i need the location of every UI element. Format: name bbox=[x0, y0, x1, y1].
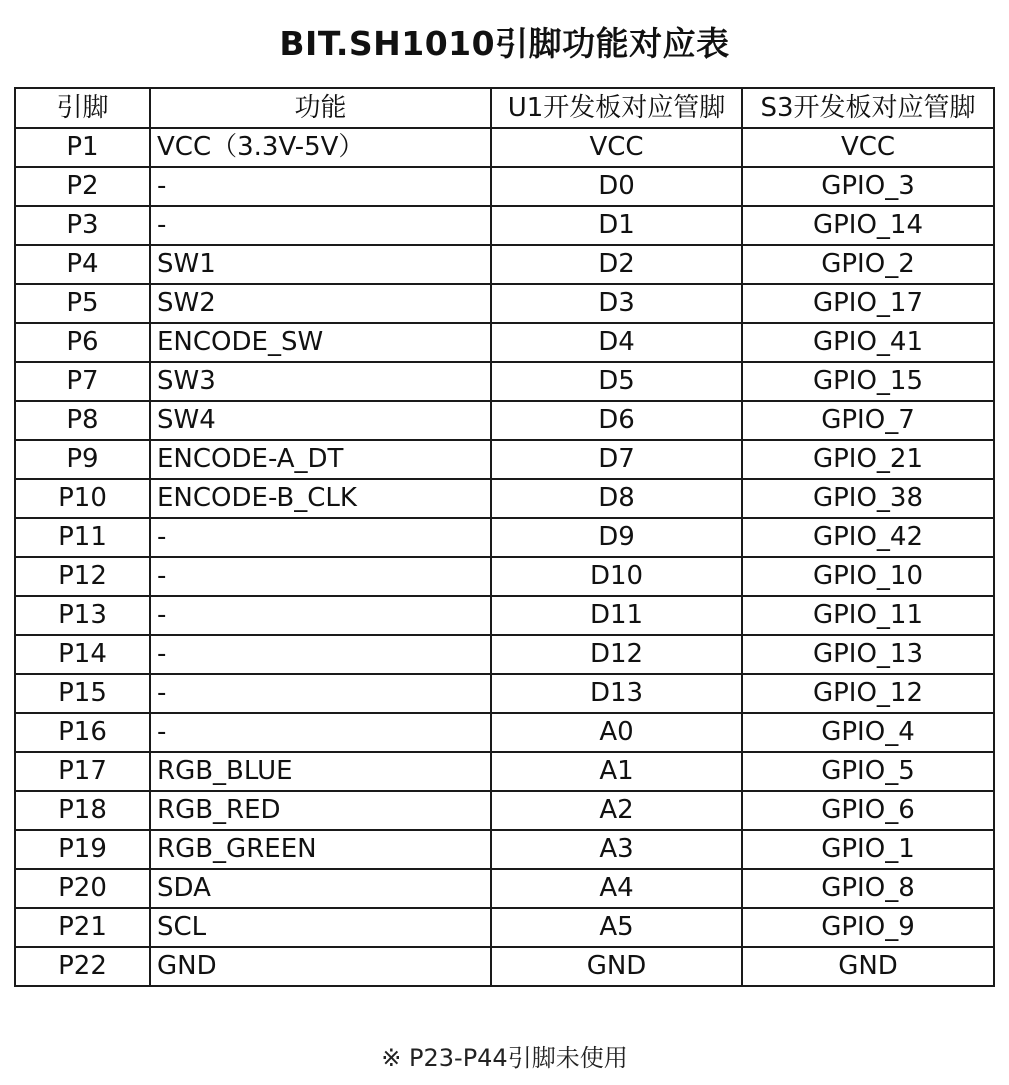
pin-cell: P3 bbox=[15, 206, 150, 245]
function-cell: SW1 bbox=[150, 245, 491, 284]
function-cell: GND bbox=[150, 947, 491, 986]
pin-function-table bbox=[14, 87, 995, 987]
table-row bbox=[15, 128, 994, 167]
table-row bbox=[15, 362, 994, 401]
function-cell: - bbox=[150, 518, 491, 557]
function-cell: RGB_RED bbox=[150, 791, 491, 830]
s3-pin-cell: GPIO_3 bbox=[742, 167, 994, 206]
pin-cell: P12 bbox=[15, 557, 150, 596]
table-row bbox=[15, 674, 994, 713]
function-cell: SW2 bbox=[150, 284, 491, 323]
header-pin: 引脚 bbox=[15, 88, 150, 128]
pin-cell: P1 bbox=[15, 128, 150, 167]
function-cell: SW3 bbox=[150, 362, 491, 401]
table-row bbox=[15, 401, 994, 440]
table-row bbox=[15, 245, 994, 284]
table-row bbox=[15, 167, 994, 206]
u1-pin-cell: D3 bbox=[491, 284, 742, 323]
s3-pin-cell: GPIO_15 bbox=[742, 362, 994, 401]
s3-pin-cell: GPIO_2 bbox=[742, 245, 994, 284]
table-row bbox=[15, 284, 994, 323]
u1-pin-cell: A3 bbox=[491, 830, 742, 869]
function-cell: - bbox=[150, 206, 491, 245]
pin-cell: P4 bbox=[15, 245, 150, 284]
table-row bbox=[15, 947, 994, 986]
pin-cell: P18 bbox=[15, 791, 150, 830]
u1-pin-cell: D10 bbox=[491, 557, 742, 596]
s3-pin-cell: GPIO_1 bbox=[742, 830, 994, 869]
u1-pin-cell: A5 bbox=[491, 908, 742, 947]
table-row bbox=[15, 518, 994, 557]
u1-pin-cell: D6 bbox=[491, 401, 742, 440]
s3-pin-cell: GPIO_13 bbox=[742, 635, 994, 674]
s3-pin-cell: GPIO_21 bbox=[742, 440, 994, 479]
u1-pin-cell: D12 bbox=[491, 635, 742, 674]
s3-pin-cell: GPIO_41 bbox=[742, 323, 994, 362]
function-cell: VCC（3.3V-5V） bbox=[150, 128, 491, 167]
pin-cell: P14 bbox=[15, 635, 150, 674]
u1-pin-cell: VCC bbox=[491, 128, 742, 167]
s3-pin-cell: GPIO_6 bbox=[742, 791, 994, 830]
s3-pin-cell: GPIO_12 bbox=[742, 674, 994, 713]
s3-pin-cell: GPIO_11 bbox=[742, 596, 994, 635]
s3-pin-cell: GPIO_10 bbox=[742, 557, 994, 596]
table-row bbox=[15, 830, 994, 869]
s3-pin-cell: GPIO_38 bbox=[742, 479, 994, 518]
function-cell: RGB_BLUE bbox=[150, 752, 491, 791]
pin-cell: P10 bbox=[15, 479, 150, 518]
u1-pin-cell: D5 bbox=[491, 362, 742, 401]
s3-pin-cell: GPIO_4 bbox=[742, 713, 994, 752]
u1-pin-cell: D1 bbox=[491, 206, 742, 245]
table-body bbox=[15, 128, 994, 986]
table-row bbox=[15, 713, 994, 752]
u1-pin-cell: D2 bbox=[491, 245, 742, 284]
table-row bbox=[15, 440, 994, 479]
pin-cell: P16 bbox=[15, 713, 150, 752]
function-cell: - bbox=[150, 557, 491, 596]
s3-pin-cell: VCC bbox=[742, 128, 994, 167]
function-cell: - bbox=[150, 167, 491, 206]
table-row bbox=[15, 791, 994, 830]
pin-cell: P22 bbox=[15, 947, 150, 986]
u1-pin-cell: D11 bbox=[491, 596, 742, 635]
pin-cell: P5 bbox=[15, 284, 150, 323]
table-row bbox=[15, 206, 994, 245]
s3-pin-cell: GPIO_7 bbox=[742, 401, 994, 440]
pin-cell: P7 bbox=[15, 362, 150, 401]
table-row bbox=[15, 752, 994, 791]
pin-cell: P11 bbox=[15, 518, 150, 557]
footnote: ※ P23-P44引脚未使用 bbox=[381, 1044, 628, 1072]
s3-pin-cell: GPIO_9 bbox=[742, 908, 994, 947]
pin-cell: P17 bbox=[15, 752, 150, 791]
table-row bbox=[15, 869, 994, 908]
pin-cell: P13 bbox=[15, 596, 150, 635]
function-cell: - bbox=[150, 713, 491, 752]
table-row bbox=[15, 479, 994, 518]
u1-pin-cell: A1 bbox=[491, 752, 742, 791]
pin-cell: P6 bbox=[15, 323, 150, 362]
u1-pin-cell: A4 bbox=[491, 869, 742, 908]
header-s3-pin: S3开发板对应管脚 bbox=[742, 88, 994, 128]
u1-pin-cell: A2 bbox=[491, 791, 742, 830]
function-cell: SCL bbox=[150, 908, 491, 947]
table-header bbox=[15, 88, 994, 128]
u1-pin-cell: D0 bbox=[491, 167, 742, 206]
header-u1-pin: U1开发板对应管脚 bbox=[491, 88, 742, 128]
function-cell: SW4 bbox=[150, 401, 491, 440]
function-cell: - bbox=[150, 635, 491, 674]
pin-cell: P20 bbox=[15, 869, 150, 908]
s3-pin-cell: GPIO_42 bbox=[742, 518, 994, 557]
pin-cell: P8 bbox=[15, 401, 150, 440]
pin-cell: P2 bbox=[15, 167, 150, 206]
u1-pin-cell: GND bbox=[491, 947, 742, 986]
pin-cell: P15 bbox=[15, 674, 150, 713]
pin-cell: P9 bbox=[15, 440, 150, 479]
function-cell: ENCODE-B_CLK bbox=[150, 479, 491, 518]
header-function: 功能 bbox=[150, 88, 491, 128]
table-row bbox=[15, 557, 994, 596]
u1-pin-cell: D7 bbox=[491, 440, 742, 479]
table-row bbox=[15, 323, 994, 362]
table-row bbox=[15, 635, 994, 674]
function-cell: SDA bbox=[150, 869, 491, 908]
s3-pin-cell: GPIO_5 bbox=[742, 752, 994, 791]
s3-pin-cell: GPIO_14 bbox=[742, 206, 994, 245]
s3-pin-cell: GND bbox=[742, 947, 994, 986]
function-cell: RGB_GREEN bbox=[150, 830, 491, 869]
s3-pin-cell: GPIO_8 bbox=[742, 869, 994, 908]
table-row bbox=[15, 908, 994, 947]
u1-pin-cell: D8 bbox=[491, 479, 742, 518]
u1-pin-cell: D13 bbox=[491, 674, 742, 713]
table-row bbox=[15, 596, 994, 635]
page-title: BIT.SH1010引脚功能对应表 bbox=[279, 24, 730, 63]
u1-pin-cell: D9 bbox=[491, 518, 742, 557]
function-cell: ENCODE_SW bbox=[150, 323, 491, 362]
function-cell: - bbox=[150, 674, 491, 713]
function-cell: ENCODE-A_DT bbox=[150, 440, 491, 479]
s3-pin-cell: GPIO_17 bbox=[742, 284, 994, 323]
u1-pin-cell: A0 bbox=[491, 713, 742, 752]
function-cell: - bbox=[150, 596, 491, 635]
pin-cell: P21 bbox=[15, 908, 150, 947]
header-row bbox=[15, 88, 994, 128]
u1-pin-cell: D4 bbox=[491, 323, 742, 362]
pin-cell: P19 bbox=[15, 830, 150, 869]
